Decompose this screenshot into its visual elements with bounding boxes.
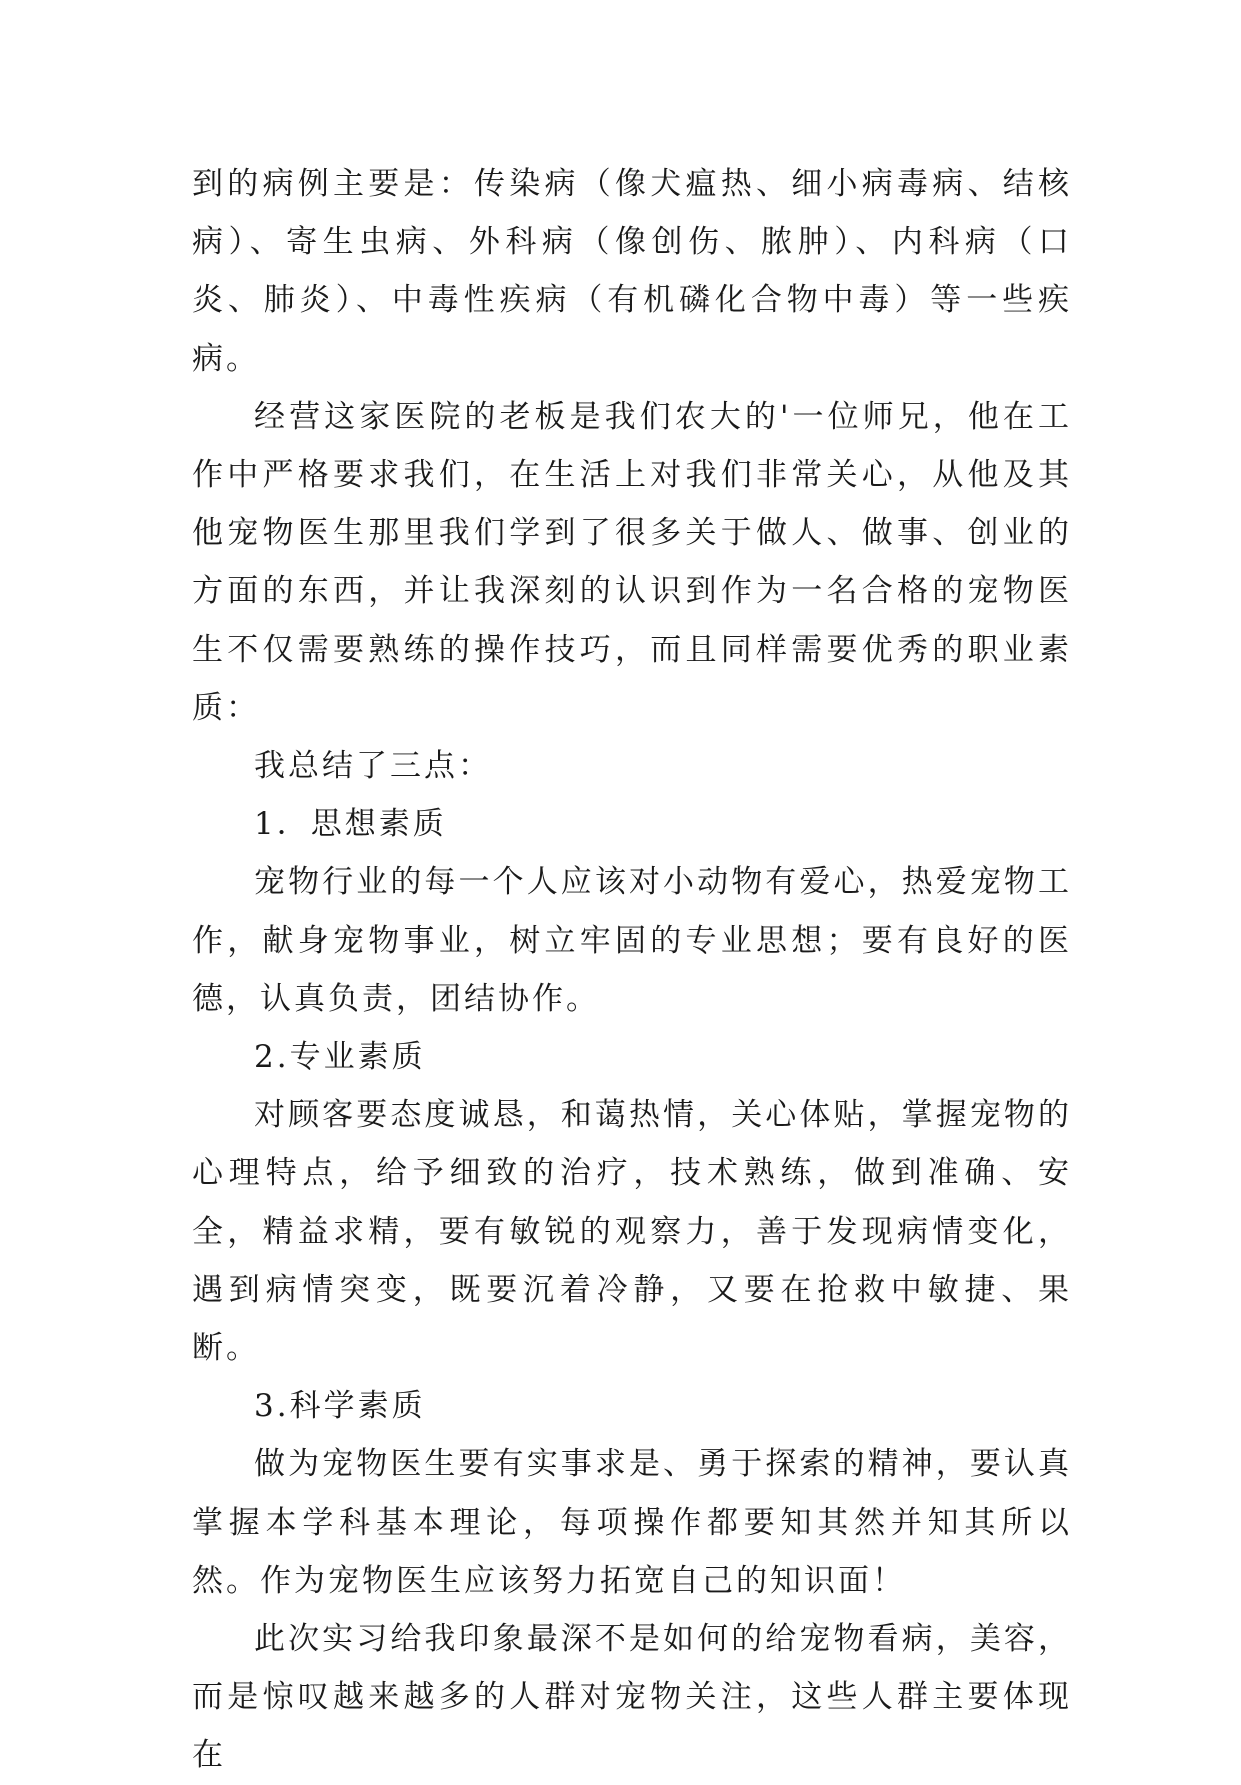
paragraph-scientific-quality: 做为宠物医生要有实事求是、勇于探索的精神，要认真掌握本学科基本理论，每项操作都要知其然并知其所以然。作为宠物医生应该努力拓宽自己的知识面！ bbox=[192, 1446, 1072, 1599]
paragraph-summary-intro: 我总结了三点： bbox=[254, 748, 492, 785]
heading-professional-quality: 2.专业素质 bbox=[254, 1039, 426, 1076]
paragraph-ideological-quality: 宠物行业的每一个人应该对小动物有爱心，热爱宠物工作，献身宠物事业，树立牢固的专业思想；要有良好的医德，认真负责，团结协作。 bbox=[192, 864, 1072, 1017]
paragraph-hospital-owner: 经营这家医院的老板是我们农大的'一位师兄，他在工作中严格要求我们，在生活上对我们非常关心，从他及其他宠物医生那里我们学到了很多关于做人、做事、创业的方面的东西，并让我深刻的认识到作为一名合格的宠物医生不仅需要熟练的操作技巧，而且同样需要优秀的职业素质： bbox=[192, 398, 1072, 726]
paragraph-impression: 此次实习给我印象最深不是如何的给宠物看病，美容，而是惊叹越来越多的人群对宠物关注，这些人群主要体现在 bbox=[192, 1621, 1072, 1774]
heading-ideological-quality: 1．思想素质 bbox=[254, 806, 447, 843]
paragraph-case-list: 到的病例主要是：传染病（像犬瘟热、细小病毒病、结核病）、寄生虫病、外科病（像创伤、脓肿）、内科病（口炎、肺炎）、中毒性疾病（有机磷化合物中毒）等一些疾病。 bbox=[192, 166, 1072, 377]
paragraph-professional-quality: 对顾客要态度诚恳，和蔼热情，关心体贴，掌握宠物的心理特点，给予细致的治疗，技术熟练，做到准确、安全，精益求精，要有敏锐的观察力，善于发现病情变化，遇到病情突变，既要沉着冷静，又要在抢救中敏捷、果断。 bbox=[192, 1097, 1072, 1367]
heading-scientific-quality: 3.科学素质 bbox=[254, 1388, 426, 1425]
document-body bbox=[192, 155, 1072, 1785]
